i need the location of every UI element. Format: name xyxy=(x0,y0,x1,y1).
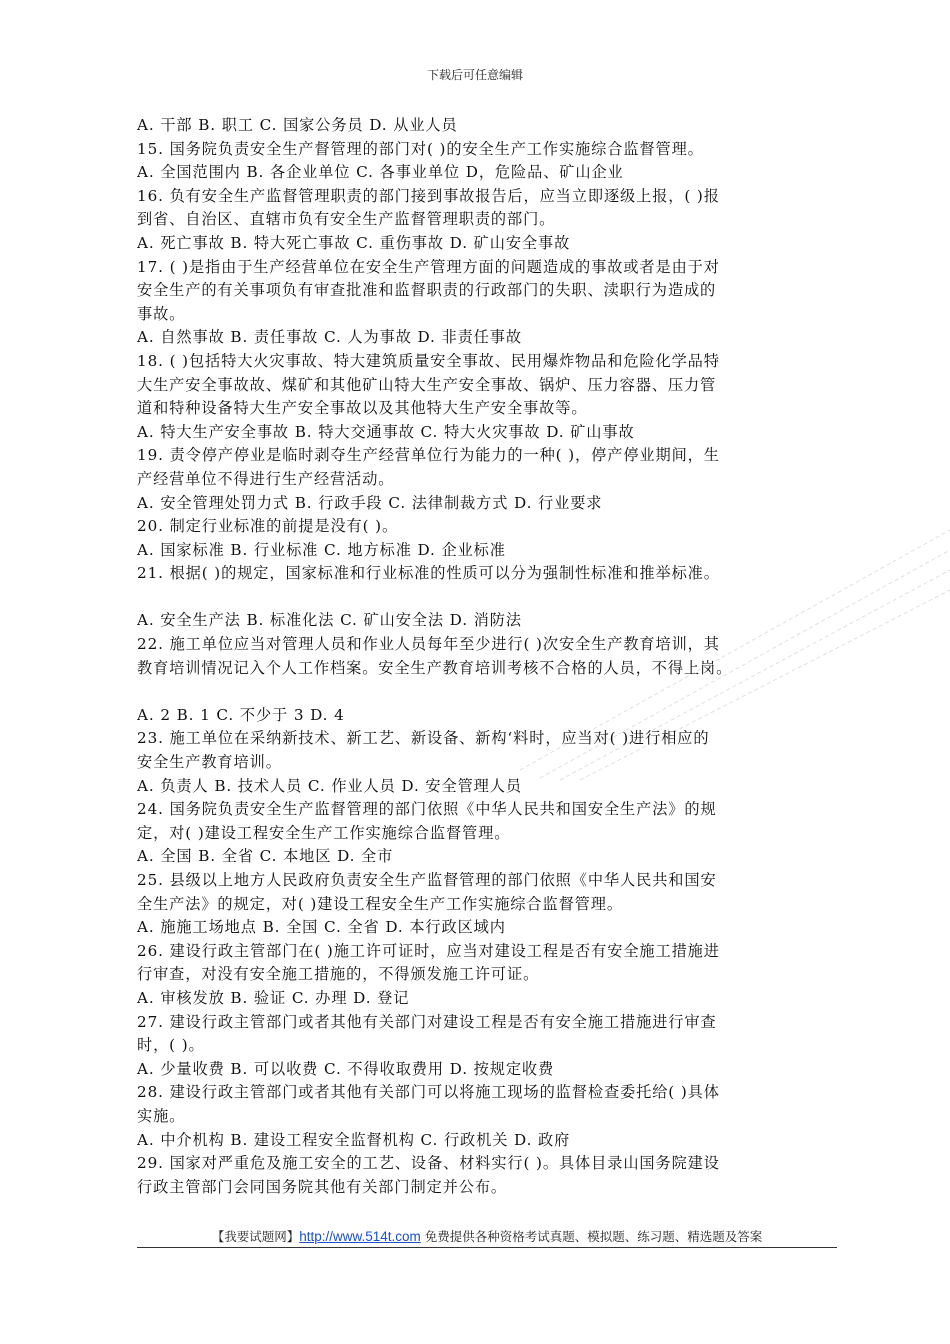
text-line: A. 特大生产安全事故 B. 特大交通事故 C. 特大火灾事故 D. 矿山事故 xyxy=(137,422,635,441)
text-line: 29. 国家对严重危及施工安全的工艺、设备、材料实行( )。具体目录山国务院建设 xyxy=(137,1154,720,1173)
page-header: 下载后可任意编辑 xyxy=(426,68,523,82)
footer-divider xyxy=(137,1247,837,1248)
text-line xyxy=(137,586,837,610)
text-line: A. 国家标准 B. 行业标准 C. 地方标准 D. 企业标准 xyxy=(137,540,506,559)
document-body xyxy=(137,114,837,1199)
text-line: 18. ( )包括特大火灾事故、特大建筑质量安全事故、民用爆炸物品和危险化学品特 xyxy=(137,351,720,370)
text-line: 15. 国务院负责安全生产督管理的部门对( )的安全生产工作实施综合监督管理。 xyxy=(137,139,704,158)
text-line: 大生产安全事故故、煤矿和其他矿山特大生产安全事故、锅炉、压力容器、压力管 xyxy=(137,375,717,394)
text-line: 到省、自治区、直辖市负有安全生产监督管理职责的部门。 xyxy=(137,210,556,229)
page-footer xyxy=(137,1227,837,1245)
text-line: A. 审核发放 B. 验证 C. 办理 D. 登记 xyxy=(137,988,410,1007)
footer-site-name: 【我要试题网】 xyxy=(211,1229,300,1244)
text-line: 产经营单位不得进行生产经营活动。 xyxy=(137,469,395,488)
text-line: 安全生产的有关事项负有审查批准和监督职责的行政部门的失职、渎职行为造成的 xyxy=(137,281,717,300)
text-line: 教育培训情况记入个人工作档案。安全生产教育培训考核不合格的人员，不得上岗。 xyxy=(137,658,733,677)
text-line: 27. 建设行政主管部门或者其他有关部门对建设工程是否有安全施工措施进行审查 xyxy=(137,1012,717,1031)
text-line: 28. 建设行政主管部门或者其他有关部门可以将施工现场的监督检查委托给( )具体 xyxy=(137,1083,720,1102)
text-line: A. 安全生产法 B. 标准化法 C. 矿山安全法 D. 消防法 xyxy=(137,611,522,630)
text-line: A. 负责人 B. 技术人员 C. 作业人员 D. 安全管理人员 xyxy=(137,776,522,795)
footer-description: 免费提供各种资格考试真题、模拟题、练习题、精选题及答案 xyxy=(420,1229,763,1244)
text-line: A. 自然事故 B. 责任事故 C. 人为事故 D. 非责任事故 xyxy=(137,328,522,347)
text-line: 24. 国务院负责安全生产监督管理的部门依照《中华人民共和国安全生产法》的规 xyxy=(137,800,717,819)
text-line: 定，对( )建设工程安全生产工作实施综合监督管理。 xyxy=(137,823,511,842)
text-line xyxy=(137,680,837,704)
text-line: 20. 制定行业标准的前提是没有( )。 xyxy=(137,517,399,536)
text-line: A. 干部 B. 职工 C. 国家公务员 D. 从业人员 xyxy=(137,116,458,134)
text-line: 25. 县级以上地方人民政府负责安全生产监督管理的部门依照《中华人民共和国安 xyxy=(137,871,717,889)
text-line: 21. 根据( )的规定，国家标准和行业标准的性质可以分为强制性标准和推举标准。 xyxy=(137,564,720,583)
text-line: 实施。 xyxy=(137,1106,186,1125)
text-line: 全生产法》的规定，对( )建设工程安全生产工作实施综合监督管理。 xyxy=(137,894,623,913)
footer-link[interactable]: http://www.514t.com xyxy=(299,1229,421,1244)
text-line: 26. 建设行政主管部门在( )施工许可证时，应当对建设工程是否有安全施工措施进 xyxy=(137,941,720,960)
text-line: 17. ( )是指由于生产经营单位在安全生产管理方面的问题造成的事故或者是由于对 xyxy=(137,257,720,276)
text-line: 事故。 xyxy=(137,304,186,323)
text-line: 22. 施工单位应当对管理人员和作业人员每年至少进行( )次安全生产教育培训，其 xyxy=(137,635,720,654)
text-line: A. 全国 B. 全省 C. 本地区 D. 全市 xyxy=(137,847,394,866)
text-line: 安全生产教育培训。 xyxy=(137,753,282,772)
text-line: 19. 责令停产停业是临时剥夺生产经营单位行为能力的一种( )，停产停业期间，生 xyxy=(137,446,720,465)
text-line: A. 中介机构 B. 建设工程安全监督机构 C. 行政机关 D. 政府 xyxy=(137,1130,571,1149)
text-line: A. 2 B. 1 C. 不少于 3 D. 4 xyxy=(137,705,345,724)
text-line: 23. 施工单位在采纳新技术、新工艺、新设备、新构‘料时，应当对( )进行相应的 xyxy=(137,729,710,748)
text-line: A. 少量收费 B. 可以收费 C. 不得收取费用 D. 按规定收费 xyxy=(137,1059,555,1078)
text-line: A. 施施工场地点 B. 全国 C. 全省 D. 本行政区域内 xyxy=(137,918,506,937)
text-line: 16. 负有安全生产监督管理职责的部门接到事故报告后，应当立即逐级上报，( )报 xyxy=(137,186,720,205)
text-line: A. 死亡事故 B. 特大死亡事故 C. 重伤事故 D. 矿山安全事故 xyxy=(137,233,571,252)
text-line: 时，( )。 xyxy=(137,1036,205,1055)
text-line: 行审查，对没有安全施工措施的，不得颁发施工许可证。 xyxy=(137,965,540,984)
text-line: A. 安全管理处罚力式 B. 行政手段 C. 法律制裁方式 D. 行业要求 xyxy=(137,493,603,512)
text-line: 行政主管部门会同国务院其他有关部门制定并公布。 xyxy=(137,1177,508,1196)
text-line: 道和特种设备特大生产安全事故以及其他特大生产安全事故等。 xyxy=(137,399,588,418)
text-line: A. 全国范围内 B. 各企业单位 C. 各事业单位 D，危险品、矿山企业 xyxy=(137,163,624,182)
